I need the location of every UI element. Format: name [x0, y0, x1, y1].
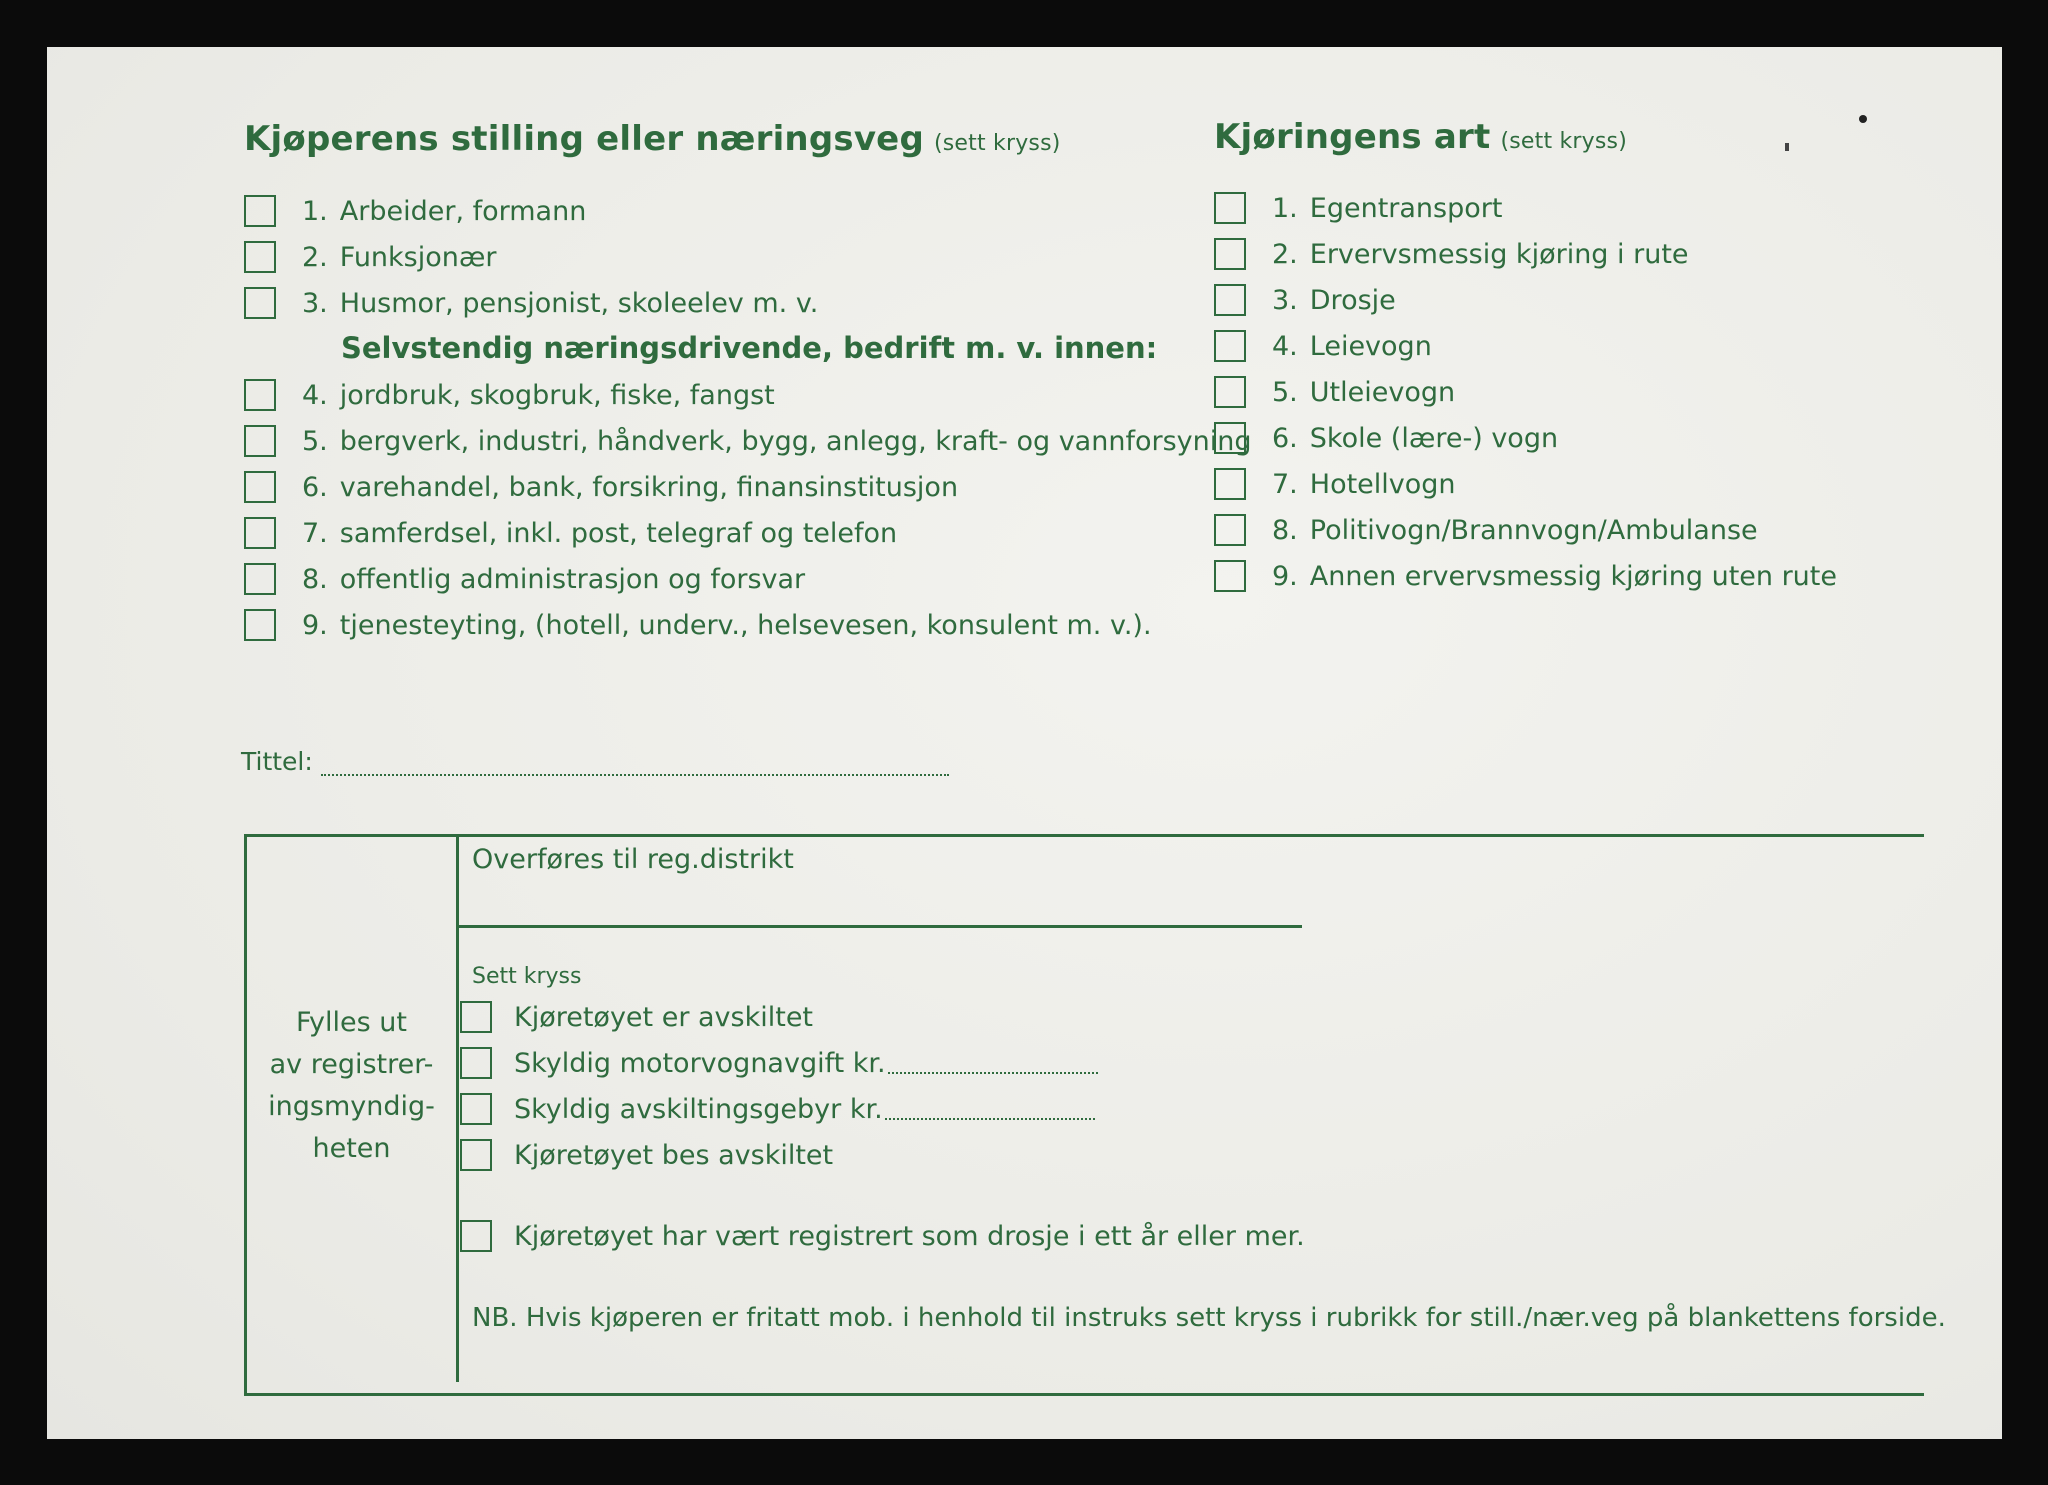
buyer-option-8[interactable] [244, 563, 805, 595]
option-label: Egentransport [1309, 192, 1503, 224]
buyer-option-2[interactable] [244, 241, 497, 273]
check-label: Kjøretøyet er avskiltet [514, 1001, 814, 1033]
option-number: 1. [302, 195, 328, 227]
option-label: offentlig administrasjon og forsvar [339, 563, 806, 595]
checkbox[interactable] [460, 1220, 492, 1252]
side-label-line: heten [312, 1133, 391, 1164]
driving-option-8[interactable] [1214, 514, 1758, 546]
checkbox[interactable] [244, 471, 276, 503]
check-drosje[interactable] [460, 1220, 1305, 1252]
option-label: Skole (lære-) vogn [1309, 422, 1559, 454]
driving-option-4[interactable] [1214, 330, 1432, 362]
option-label: Leievogn [1309, 330, 1432, 362]
option-label: Politivogn/Brannvogn/Ambulanse [1309, 514, 1758, 546]
form-sheet [47, 47, 2002, 1439]
ink-speck [1785, 143, 1789, 151]
option-label: Hotellvogn [1309, 468, 1456, 500]
buyer-title-note: (sett kryss) [933, 131, 1061, 156]
option-label: Utleievogn [1309, 376, 1456, 408]
option-label: tjenesteyting, (hotell, underv., helsevesen, konsulent m. v.). [339, 609, 1152, 641]
checkbox[interactable] [244, 563, 276, 595]
tittel-field[interactable] [241, 747, 949, 776]
buyer-title-text: Kjøperens stilling eller næringsveg [244, 119, 924, 159]
option-label: Husmor, pensjonist, skoleelev m. v. [339, 287, 819, 319]
box-top-rule [244, 834, 1924, 837]
nb-note: NB. Hvis kjøperen er fritatt mob. i henhold til instruks sett kryss i rubrikk for still./nær.veg på blankettens forside. [472, 1303, 1946, 1333]
checkbox[interactable] [244, 287, 276, 319]
option-label: jordbruk, skogbruk, fiske, fangst [339, 379, 775, 411]
option-label: varehandel, bank, forsikring, finansinstitusjon [339, 471, 959, 503]
checkbox[interactable] [244, 425, 276, 457]
checkbox[interactable] [1214, 330, 1246, 362]
checkbox[interactable] [244, 609, 276, 641]
option-number: 4. [1272, 330, 1298, 362]
checkbox[interactable] [1214, 238, 1246, 270]
driving-option-1[interactable] [1214, 192, 1502, 224]
option-number: 6. [302, 471, 328, 503]
driving-option-6[interactable] [1214, 422, 1558, 454]
option-number: 8. [302, 563, 328, 595]
buyer-section-title [244, 119, 1061, 159]
option-label: Drosje [1309, 284, 1396, 316]
transfer-line[interactable] [459, 925, 1302, 928]
check-avskiltingsgebyr[interactable] [460, 1093, 1095, 1125]
option-label: Arbeider, formann [339, 195, 587, 227]
tittel-dotted-line[interactable] [321, 754, 949, 776]
check-label: Skyldig motorvognavgift kr. [514, 1047, 886, 1079]
buyer-option-9[interactable] [244, 609, 1152, 641]
ink-speck [1859, 115, 1867, 123]
checkbox[interactable] [244, 517, 276, 549]
option-number: 5. [302, 425, 328, 457]
check-bes-avskiltet[interactable] [460, 1139, 833, 1171]
amount-dotted-line[interactable] [885, 1098, 1095, 1120]
driving-option-2[interactable] [1214, 238, 1689, 270]
checkbox[interactable] [1214, 422, 1246, 454]
tittel-label: Tittel: [241, 747, 313, 776]
option-number: 7. [1272, 468, 1298, 500]
option-number: 9. [1272, 560, 1298, 592]
driving-option-9[interactable] [1214, 560, 1837, 592]
checkbox[interactable] [1214, 560, 1246, 592]
check-avskiltet[interactable] [460, 1001, 813, 1033]
option-label: bergverk, industri, håndverk, bygg, anlegg, kraft- og vannforsyning [339, 425, 1252, 457]
check-motorvognavgift[interactable] [460, 1047, 1098, 1079]
option-number: 7. [302, 517, 328, 549]
option-number: 5. [1272, 376, 1298, 408]
driving-title-text: Kjøringens art [1214, 117, 1491, 157]
option-number: 3. [1272, 284, 1298, 316]
amount-dotted-line[interactable] [888, 1052, 1098, 1074]
option-number: 6. [1272, 422, 1298, 454]
checkbox[interactable] [1214, 192, 1246, 224]
checkbox[interactable] [460, 1139, 492, 1171]
checkbox[interactable] [1214, 514, 1246, 546]
driving-title-note: (sett kryss) [1500, 129, 1627, 154]
side-label-line: av registrer- [269, 1049, 434, 1080]
buyer-option-6[interactable] [244, 471, 958, 503]
driving-option-5[interactable] [1214, 376, 1455, 408]
option-number: 2. [302, 241, 328, 273]
side-label-line: Fylles ut [296, 1007, 407, 1038]
box-bottom-rule [244, 1393, 1924, 1396]
buyer-option-3[interactable] [244, 287, 818, 319]
option-label: Annen ervervsmessig kjøring uten rute [1309, 560, 1837, 592]
driving-option-3[interactable] [1214, 284, 1396, 316]
checkbox[interactable] [460, 1093, 492, 1125]
registry-side-label [247, 1002, 456, 1170]
buyer-option-7[interactable] [244, 517, 897, 549]
option-number: 8. [1272, 514, 1298, 546]
show-through-text [997, 222, 1012, 276]
option-label: Funksjonær [339, 241, 497, 273]
driving-option-7[interactable] [1214, 468, 1456, 500]
buyer-option-5[interactable] [244, 425, 1251, 457]
option-number: 9. [302, 609, 328, 641]
checkbox[interactable] [460, 1001, 492, 1033]
check-label: Kjøretøyet har vært registrert som drosje i ett år eller mer. [514, 1220, 1305, 1252]
buyer-option-1[interactable] [244, 195, 586, 227]
option-number: 1. [1272, 192, 1298, 224]
checkbox[interactable] [244, 195, 276, 227]
option-number: 3. [302, 287, 328, 319]
checkbox[interactable] [1214, 468, 1246, 500]
check-label: Kjøretøyet bes avskiltet [514, 1139, 834, 1171]
transfer-label: Overføres til reg.distrikt [472, 844, 794, 875]
checkbox[interactable] [1214, 284, 1246, 316]
checkbox[interactable] [1214, 376, 1246, 408]
check-note: Sett kryss [472, 964, 582, 989]
driving-section-title [1214, 117, 1627, 157]
buyer-option-4[interactable] [244, 379, 775, 411]
option-label: samferdsel, inkl. post, telegraf og telefon [339, 517, 898, 549]
checkbox[interactable] [244, 379, 276, 411]
option-number: 4. [302, 379, 328, 411]
box-divider-rule [456, 835, 459, 1382]
option-number: 2. [1272, 238, 1298, 270]
checkbox[interactable] [244, 241, 276, 273]
self-employed-subheading: Selvstendig næringsdrivende, bedrift m. v. innen: [341, 331, 1158, 365]
option-label: Ervervsmessig kjøring i rute [1309, 238, 1689, 270]
check-label: Skyldig avskiltingsgebyr kr. [514, 1093, 883, 1125]
side-label-line: ingsmyndig- [268, 1091, 435, 1122]
checkbox[interactable] [460, 1047, 492, 1079]
